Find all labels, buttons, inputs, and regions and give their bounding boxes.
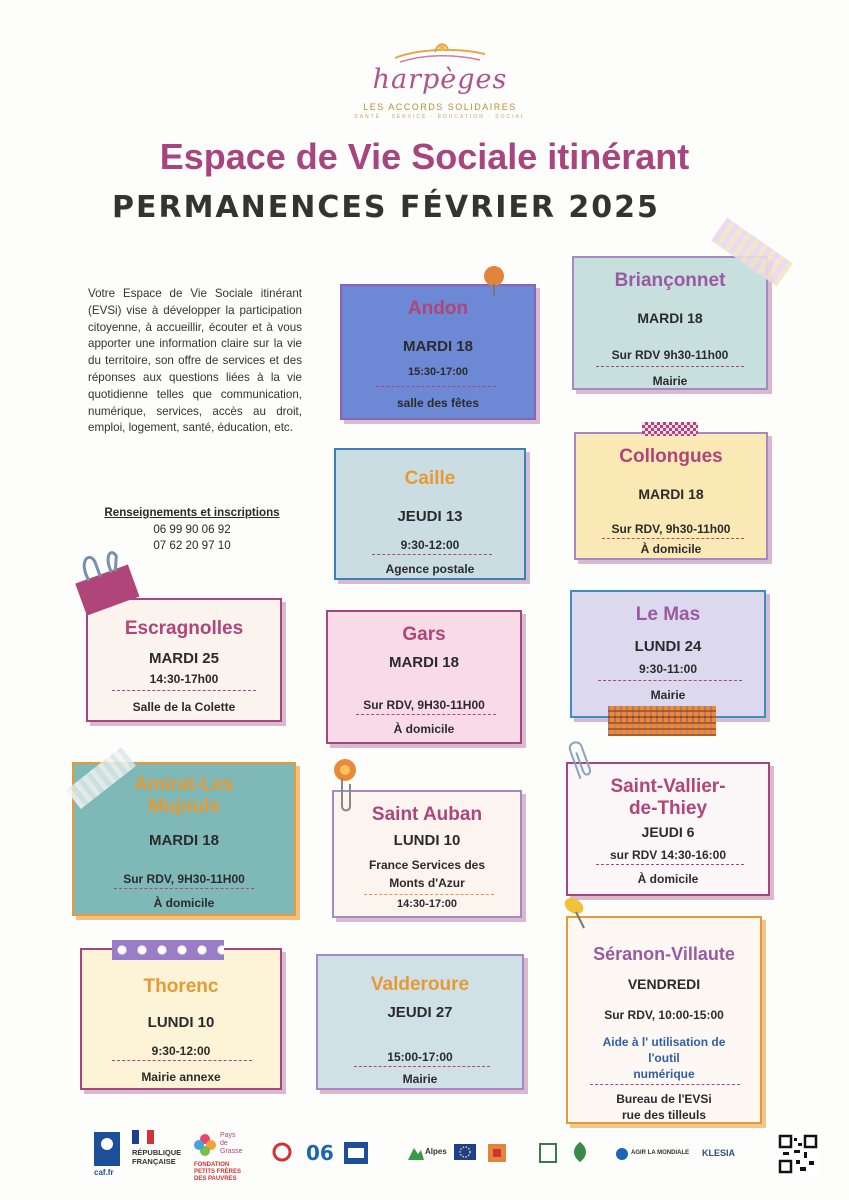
marianne-flag-icon (132, 1130, 154, 1144)
divider (590, 1084, 740, 1085)
card-name: Le Mas (635, 604, 701, 625)
card-location: À domicile (393, 722, 455, 736)
card-name: Valderoure (370, 974, 470, 995)
divider (596, 366, 744, 367)
rf-label: FRANÇAISE (132, 1157, 176, 1166)
card-thorenc (80, 948, 282, 1090)
page-title: Espace de Vie Sociale itinérant (159, 136, 690, 177)
floral-tape (112, 940, 224, 960)
card-day: MARDI 25 (148, 650, 219, 667)
divider (354, 1066, 490, 1067)
agir-label: AGIR LA MONDIALE (631, 1150, 690, 1156)
card-name: Saint Auban (371, 804, 483, 825)
card-time: 9:30-12:00 (151, 1044, 211, 1058)
divider (114, 888, 254, 889)
page-subtitle: PERMANENCES FÉVRIER 2025 (112, 190, 660, 225)
partner-logo-icon (540, 1144, 556, 1162)
agir-logo-icon (616, 1148, 628, 1160)
divider (364, 894, 494, 895)
card-time: 14:30-17:00 (397, 898, 457, 910)
caf-label: caf.fr (94, 1168, 114, 1177)
card-location: salle des fêtes (396, 396, 480, 410)
card-name: Saint-Vallier- (610, 776, 726, 797)
divider (598, 680, 742, 681)
logo-name: harpèges (372, 64, 508, 95)
card-day: MARDI 18 (148, 832, 219, 849)
divider (596, 864, 744, 865)
card-time: Sur RDV, 9H30-11H00 (363, 698, 485, 712)
klesia-label: KLESIA (702, 1148, 736, 1158)
fondation-label: FONDATION (194, 1162, 230, 1168)
card-le-mas (570, 590, 766, 718)
card-andon (340, 284, 536, 420)
grasse-label: de (220, 1140, 228, 1147)
card-name: Collongues (619, 446, 723, 467)
divider (112, 1060, 252, 1061)
card-location: France Services des (368, 858, 486, 872)
fondation-label: PETITS FRÈRES (194, 1169, 242, 1175)
divider (112, 690, 256, 691)
card-day: MARDI 18 (402, 338, 473, 355)
pays-de-grasse-flower-icon (194, 1134, 216, 1156)
pushpin-icon (560, 896, 590, 934)
card-name: Caille (404, 468, 456, 489)
plaid-tape (608, 706, 716, 736)
card-location: Mairie (402, 1072, 438, 1086)
divider (376, 386, 496, 387)
card-location: Agence postale (385, 562, 475, 576)
card-caille (334, 448, 526, 580)
card-name: Séranon-Villaute (593, 944, 735, 964)
card-location: Mairie (650, 688, 686, 702)
card-time: Sur RDV, 9h30-11h00 (611, 522, 731, 536)
card-day: LUNDI 10 (147, 1014, 215, 1031)
card-day: LUNDI 24 (634, 638, 702, 655)
phone-number: 07 62 20 97 10 (153, 539, 231, 552)
alpes-logo-icon (408, 1146, 424, 1160)
phone-number: 06 99 90 06 92 (153, 522, 231, 536)
card-location: Salle de la Colette (132, 700, 236, 714)
card-time: Sur RDV, 10:00-15:00 (604, 1008, 724, 1022)
card-day: JEUDI 13 (397, 508, 463, 525)
card-time: 9:30-11:00 (638, 662, 698, 676)
card-time: 14:30-17h00 (149, 672, 219, 686)
pushpin-icon (482, 264, 506, 302)
card-name: Briançonnet (614, 270, 726, 291)
card-location: Mairie annexe (141, 1070, 221, 1084)
card-note: l'outil (648, 1051, 680, 1065)
card-day: JEUDI 6 (641, 824, 695, 840)
red-logo-icon (272, 1142, 292, 1162)
card-location: Mairie (652, 374, 688, 388)
card-seranon-villaute (566, 916, 762, 1124)
alpes-label: Alpes (425, 1147, 447, 1156)
card-day: MARDI 18 (638, 486, 704, 502)
card-location: Bureau de l'EVSi (616, 1092, 712, 1106)
card-gars (326, 610, 522, 744)
logo-tagline: LES ACCORDS SOLIDAIRES (363, 102, 517, 112)
paperclip-icon (566, 738, 592, 786)
intro-text: Votre Espace de Vie Sociale itinérant (EVSi) vise à développer la participation citoyenne, à accueillir, écouter et à vous apporter une information claire sur la vie du territoire, son offre de services et des réponses aux questions liées à la vie quotidienne telles que communication, numérique, services, accès au droit, emploi, logement, santé, éducation, etc. (88, 287, 302, 435)
card-time: sur RDV 14:30-16:00 (609, 848, 727, 862)
card-day: MARDI 18 (637, 310, 703, 326)
card-time: 15:30-17:00 (408, 366, 468, 378)
card-note: numérique (633, 1067, 695, 1081)
card-day: LUNDI 10 (393, 832, 461, 849)
msa-logo-icon (344, 1142, 368, 1164)
card-name: Thorenc (143, 976, 219, 997)
card-location: À domicile (153, 896, 215, 910)
card-valderoure (316, 954, 524, 1090)
card-location: Monts d'Azur (389, 876, 465, 890)
card-name: Amirat-Les (134, 774, 234, 795)
card-time: Sur RDV, 9H30-11H00 (123, 872, 245, 886)
card-collongues (574, 432, 768, 560)
card-time: 9:30-12:00 (400, 538, 460, 552)
card-day: VENDREDI (627, 976, 701, 992)
card-note: Aide à l' utilisation de (602, 1035, 726, 1049)
qr-code-icon[interactable] (778, 1134, 818, 1174)
divider (602, 538, 744, 539)
card-saint-auban (332, 790, 522, 918)
card-brianconnet (572, 256, 768, 390)
harpeges-logo (340, 40, 540, 125)
contact-title: Renseignements et inscriptions (104, 506, 280, 519)
logo-subtagline: SANTÉ · SERVICE · ÉDUCATION · SOCIAL (354, 114, 526, 120)
grasse-label: Grasse (220, 1148, 243, 1155)
card-name: de-Thiey (628, 798, 708, 819)
card-location: À domicile (637, 872, 699, 886)
svg-text:06: 06 (306, 1141, 334, 1165)
card-name: Mujouls (148, 796, 220, 817)
department-06-logo-icon (304, 1138, 334, 1166)
binder-clip-icon (68, 546, 138, 620)
card-name: Andon (407, 298, 469, 319)
caf-logo-icon (94, 1132, 120, 1166)
card-location: rue des tilleuls (621, 1108, 707, 1122)
card-day: MARDI 18 (388, 654, 459, 671)
fondation-label: DES PAUVRES (194, 1176, 237, 1182)
card-location: À domicile (640, 542, 702, 556)
grasse-label: Pays (220, 1132, 236, 1139)
divider (356, 714, 496, 715)
partner-logos (94, 1130, 824, 1190)
region-logo-icon (488, 1144, 506, 1162)
card-name: Gars (402, 624, 446, 645)
eu-flag-icon (454, 1144, 476, 1160)
checkered-tape (642, 422, 698, 436)
rf-label: RÉPUBLIQUE (132, 1148, 182, 1157)
flower-pin-icon (330, 756, 360, 820)
card-saint-vallier-de-thiey (566, 762, 770, 896)
divider (372, 554, 492, 555)
card-time: Sur RDV 9h30-11h00 (611, 348, 729, 362)
card-day: JEUDI 27 (387, 1004, 453, 1021)
leaf-logo-icon (572, 1142, 588, 1162)
card-time: 15:00-17:00 (387, 1050, 453, 1064)
card-name: Escragnolles (124, 618, 244, 639)
